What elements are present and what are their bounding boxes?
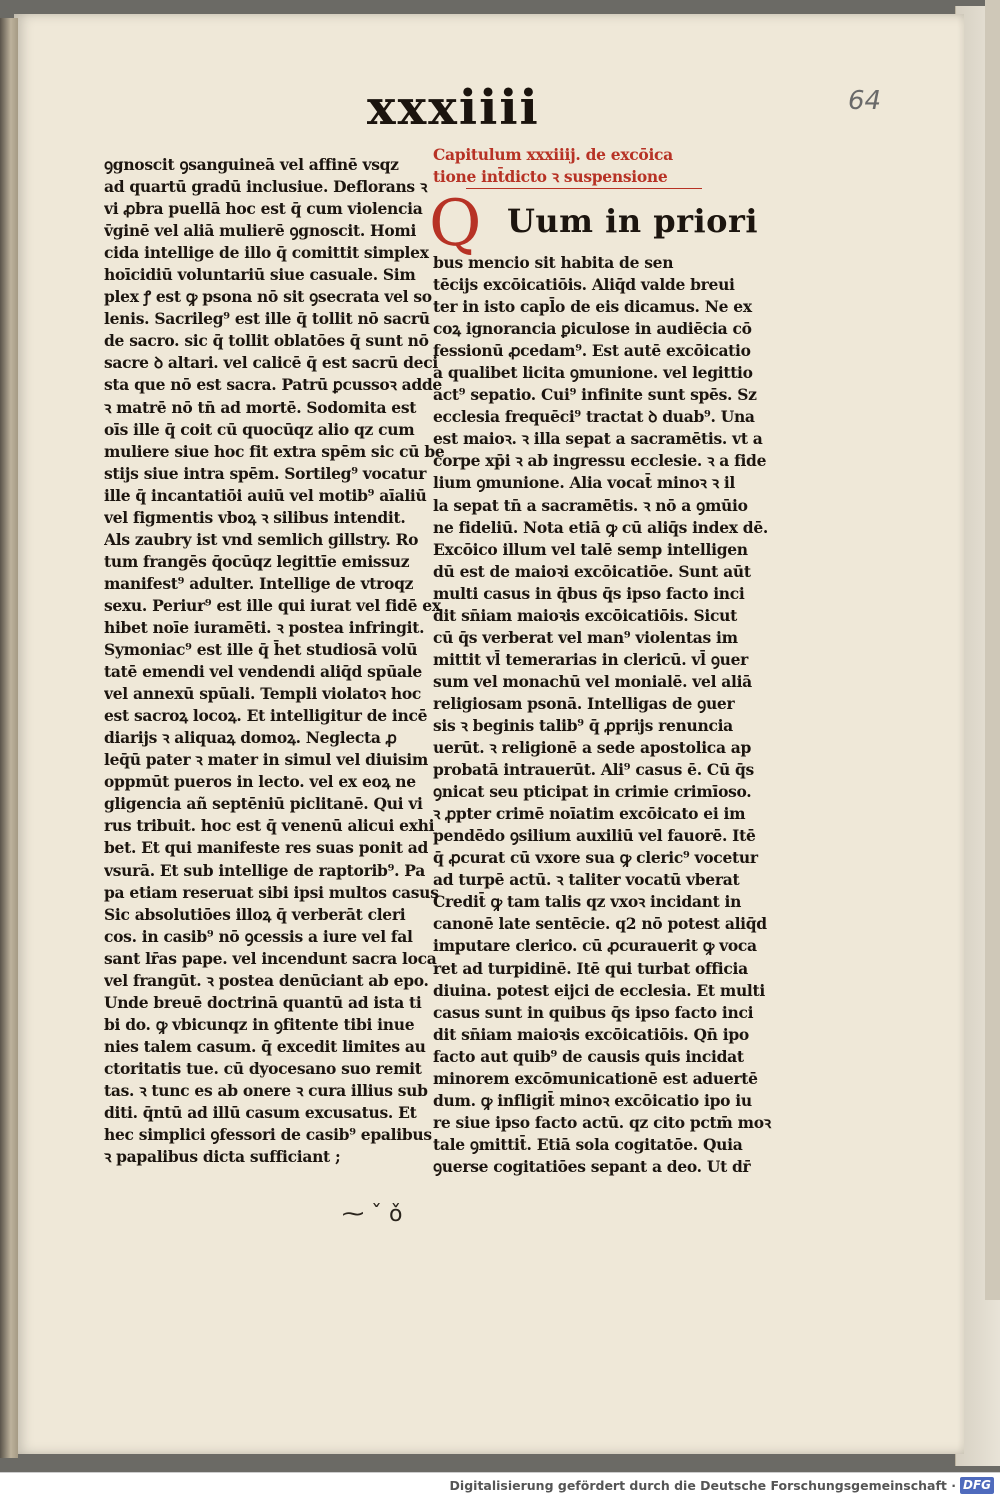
left-column-line: ꝛ papalibus dicta sufficiant ; (104, 1147, 341, 1167)
left-column-line: Unde breuē doctrinā quantū ad ista ti (104, 992, 422, 1012)
left-column-line: plex ꝭ est ꝙ psona nō sit ꝯsecrata vel so (104, 287, 432, 307)
left-column-line: de sacro. sic q̄ tollit oblatōes q̄ sunt nō (104, 331, 429, 351)
right-column-body (433, 252, 773, 1178)
left-column-line: Sic absolutiōes illoꝝ q̄ verberāt cleri (104, 904, 406, 924)
right-column-line: casus sunt in quibus q̄s ipso facto inci (433, 1002, 754, 1022)
chapter-heading-line: Capitulum xxxiiij. de excōica (433, 145, 673, 164)
left-column-line: cos. in casib⁹ nō ꝯcessis a iure vel fal (104, 926, 413, 946)
right-column-line: probatā intrauerūt. Ali⁹ casus ē. Cū q̄s (433, 760, 754, 780)
left-column-line: vel frangūt. ꝛ postea denūciant ab epo. (104, 970, 429, 990)
right-column-line: est maioꝛ. ꝛ illa sepat a sacramētis. vt a (433, 429, 763, 449)
left-column-line: oīs ille q̄ coit cū quocūqz alio qz cum (104, 419, 415, 439)
incipit-block (429, 187, 773, 261)
left-column-line: pa etiam reseruat sibi ipsi multos casus (104, 882, 439, 902)
left-column-line: manifest⁹ adulter. Intellige de vtroqz (104, 573, 414, 593)
left-column-line: v̄ginē vel aliā mulierē ꝯgnoscit. Homi (104, 221, 417, 241)
right-column-line: ne fideliū. Nota etiā ꝙ cū aliq̄s index dē. (433, 517, 768, 537)
left-column-line: ille q̄ incantatiōi auiū vel motib⁹ aīaliū (104, 485, 427, 505)
left-column-line: vsurā. Et sub intellige de raptorib⁹. Pa (104, 860, 425, 880)
right-column-line: a qualibet licita ꝯmunione. vel legittio (433, 363, 753, 383)
left-column-line: sant lr̄as pape. vel incendunt sacra loca (104, 948, 437, 968)
left-column-line: bet. Et qui manifeste res suas ponit ad (104, 838, 429, 858)
folio-number: 64 (848, 86, 882, 116)
foldout-edge (985, 0, 1000, 1300)
right-column-line: pendēdo ꝯsilium auxiliū vel fauorē. Itē (433, 826, 756, 846)
right-column-line: ꝛ ꝓpter crimē noīatim excōicato ei im (433, 804, 746, 824)
right-column-line: act⁹ sepatio. Cui⁹ infinite sunt spēs. Sz (433, 385, 757, 405)
right-column-line: ret ad turpidinē. Itē qui turbat officia (433, 958, 748, 978)
left-column-line: bi do. ꝙ vbicunqz in ꝯfitente tibi inue (104, 1014, 415, 1034)
chapter-heading-line: tione int̄dicto ꝛ suspensione (433, 167, 668, 186)
left-column-line: ctoritatis tue. cū dyocesano suo remit (104, 1058, 422, 1078)
left-column-line: hec simplici ꝯfessori de casib⁹ epalibus (104, 1125, 432, 1145)
left-column-line: leq̄ū pater ꝛ mater in simul vel diuisim (104, 750, 428, 770)
left-column-line: stijs siue intra spēm. Sortileg⁹ vocatur (104, 463, 427, 483)
left-column-line: diarijs ꝛ aliquaꝝ domoꝝ. Neglecta ꝓ (104, 728, 397, 748)
right-column-line: la sepat tn̄ a sacramētis. ꝛ nō a ꝯmūio (433, 495, 748, 515)
left-column-line: gligencia añ septēniū piclitanē. Qui vi (104, 794, 423, 814)
left-column-line: est sacroꝝ locoꝝ. Et intelligitur de incē (104, 706, 428, 726)
left-column-line: cida intellige de illo q̄ comittit simplex (104, 243, 429, 263)
right-column-line: mittit vl̄ temerarias in clericū. vl̄ ꝯuer (433, 649, 749, 669)
right-column-line: ꝯnicat seu pticipat in crimie crimīoso. (433, 782, 752, 802)
right-column-line: cū q̄s verberat vel man⁹ violentas im (433, 627, 738, 647)
right-column-line: dū est de maioꝛi excōicatiōe. Sunt aūt (433, 561, 751, 581)
chapter-heading (433, 144, 773, 188)
right-column-line: q̄ ꝓcurat cū vxore sua ꝙ cleric⁹ vocetur (433, 848, 758, 868)
dfg-logo: DFG (960, 1477, 994, 1494)
right-column-line: ecclesia frequēci⁹ tractat ꝺ duab⁹. Una (433, 407, 755, 427)
right-text-column (429, 144, 773, 1178)
right-column-line: dum. ꝙ infligit̄ minoꝛ excōicatio ipo iu (433, 1090, 752, 1110)
right-column-line: dit sn̄iam maioꝛis excōicatiōis. Qn̄ ipo (433, 1024, 749, 1044)
right-column-line: fessionū ꝓcedam⁹. Est autē excōicatio (433, 341, 751, 361)
left-column-line: sta que nō est sacra. Patrū ꝑcussoꝛ adde (104, 375, 442, 395)
left-column-line: vel figmentis vboꝝ ꝛ silibus intendit. (104, 507, 406, 527)
right-column-line: tale ꝯmittit̄. Etiā sola cogitatōe. Quia (433, 1134, 743, 1154)
right-column-line: canonē late sentēcie. q2 nō potest aliq̄d (433, 914, 767, 934)
right-column-line: corpe xp̄i ꝛ ab ingressu ecclesie. ꝛ a fide (433, 451, 767, 471)
right-column-line: Credit̄ ꝙ tam talis qz vxoꝛ incidant in (433, 892, 742, 912)
right-column-line: uerūt. ꝛ religionē a sede apostolica ap (433, 738, 752, 758)
right-column-line: sis ꝛ beginis talib⁹ q̄ ꝓprijs renuncia (433, 715, 733, 735)
footer-bar (0, 1472, 1000, 1499)
right-column-line: ꝯuerse cogitatiōes sepant a deo. Ut dr̄ (433, 1156, 751, 1176)
right-column-line: multi casus in q̄bus q̄s ipso facto inci (433, 583, 745, 603)
right-column-line: sum vel monachū vel monialē. vel aliā (433, 671, 752, 691)
left-column-line: rus tribuit. hoc est q̄ venenū alicui exhi (104, 816, 435, 836)
left-column-line: ꝯgnoscit ꝯsanguineā vel affinē vsqz (104, 155, 399, 174)
right-column-line: minorem excōmunicationē est aduertē (433, 1068, 758, 1088)
initial-letter: Q (429, 187, 482, 261)
right-column-line: facto aut quib⁹ de causis quis incidat (433, 1046, 744, 1066)
left-column-line: sexu. Periur⁹ est ille qui iurat vel fidē ex (104, 595, 441, 615)
left-column-line: ad quartū gradū inclusiue. Deflorans ꝛ (104, 177, 428, 197)
right-column-line: ad turpē actū. ꝛ taliter vocatū vberat (433, 870, 740, 890)
left-column-line: muliere siue hoc fit extra spēm sic cū be (104, 441, 444, 461)
right-column-line: ter in isto capl̄o de eis dicamus. Ne ex (433, 297, 752, 317)
right-column-line: re siue ipso facto actū. qz cito pctm̄ moꝛ (433, 1112, 771, 1132)
left-column-line: vi ꝓbra puellā hoc est q̄ cum violencia (104, 199, 423, 219)
incipit-text: Uum in priori (507, 202, 758, 240)
left-column-line: oppmūt pueros in lecto. vel ex eoꝝ ne (104, 772, 416, 792)
left-column-line: diti. q̄ntū ad illū casum excusatus. Et (104, 1103, 417, 1123)
left-column-line: tum frangēs q̄ocūqz legittīe emissuz (104, 551, 410, 571)
binding-edge (0, 18, 18, 1458)
left-column-line: vel annexū spūali. Templi violatoꝛ hoc (104, 684, 422, 704)
right-column-line: coꝝ ignorancia ꝑiculose in audiēcia cō (433, 319, 752, 339)
left-column-line: tas. ꝛ tunc es ab onere ꝛ cura illius sub (104, 1080, 428, 1100)
left-column-line: ꝛ matrē nō tn̄ ad mortē. Sodomita est (104, 397, 417, 417)
right-column-line: Excōico illum vel talē semp intelligen (433, 539, 748, 559)
left-text-column (104, 154, 444, 1168)
right-column-line: diuina. potest eijci de ecclesia. Et multi (433, 980, 765, 1000)
left-column-line: nies talem casum. q̄ excedit limites au (104, 1036, 426, 1056)
right-column-line: bus mencio sit habita de sen (433, 253, 674, 272)
ornament-flourish: ⁓ ˇ ǒ (342, 1202, 403, 1227)
left-column-line: Als zaubry ist vnd semlich gillstry. Ro (104, 529, 419, 549)
right-column-line: lium ꝯmunione. Alia vocat̄ minoꝛ ꝛ il (433, 473, 736, 493)
left-column-line: hoīcidiū voluntariū siue casuale. Sim (104, 265, 416, 285)
footer-text: Digitalisierung gefördert durch die Deutsche Forschungsgemeinschaft · (449, 1478, 956, 1493)
left-column-line: sacre ꝺ altari. vel calicē q̄ est sacrū deci (104, 353, 438, 373)
right-column-line: religiosam psonā. Intelligas de ꝯuer (433, 693, 735, 713)
folio-header: xxxiiii (367, 80, 540, 136)
left-column-line: hibet noīe iuramēti. ꝛ postea infringit. (104, 617, 425, 637)
left-column-line: lenis. Sacrileg⁹ est ille q̄ tollit nō sacrū (104, 309, 430, 329)
right-column-line: tēcijs excōicatiōis. Aliq̄d valde breui (433, 275, 735, 295)
left-column-line: Symoniac⁹ est ille q̄ h̄et studiosā volū (104, 640, 418, 660)
right-column-line: imputare clerico. cū ꝓcurauerit ꝙ voca (433, 936, 757, 956)
right-column-line: dit sn̄iam maioꝛis excōicatiōis. Sicut (433, 605, 737, 625)
left-column-line: tatē emendi vel vendendi aliq̄d spūale (104, 662, 422, 682)
